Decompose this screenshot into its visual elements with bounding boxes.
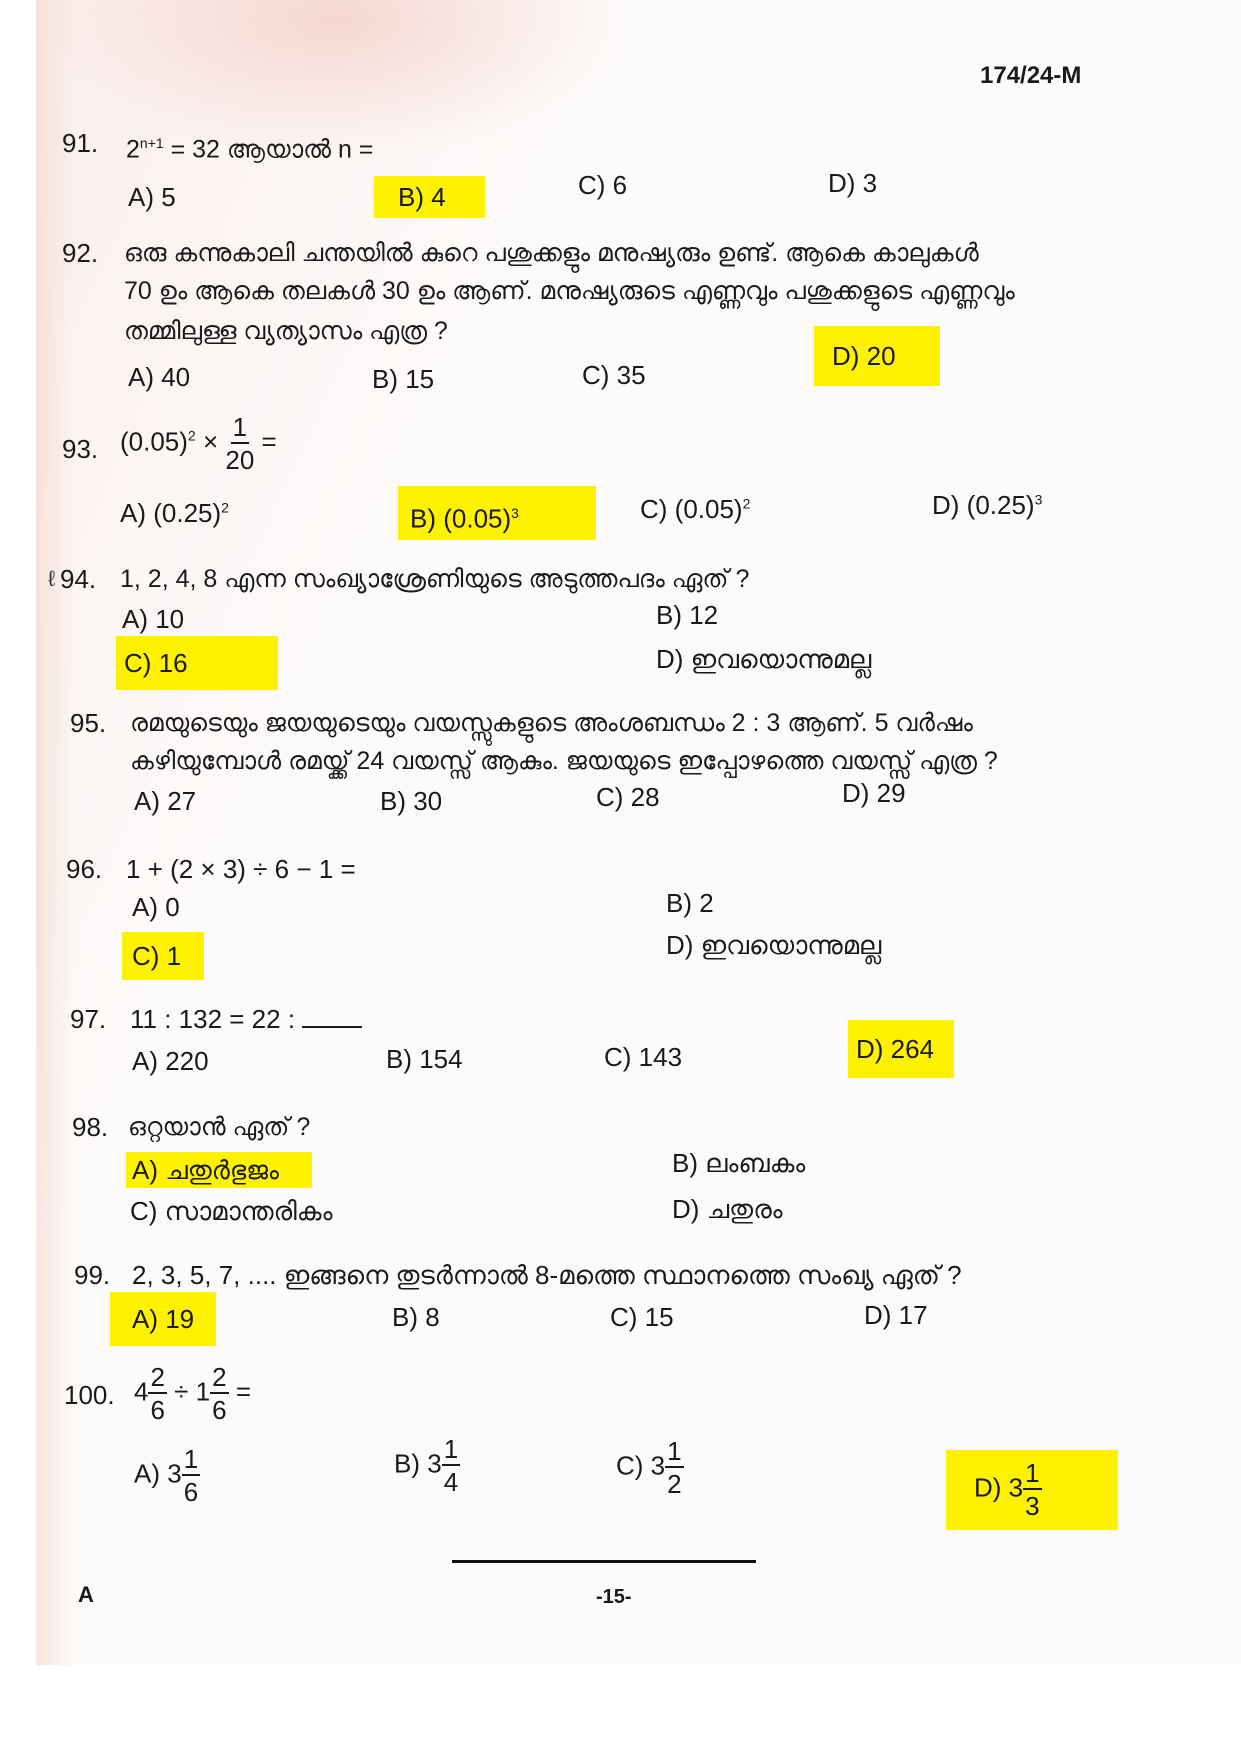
handwritten-mark: ℓ xyxy=(48,566,56,591)
option-d[interactable]: D) 29 xyxy=(842,778,906,808)
option-b-highlighted[interactable]: B) 4 xyxy=(374,176,485,218)
option-c-highlighted[interactable]: C) 1 xyxy=(122,932,204,980)
question-text: 4 $\frac{2}{6}$ ÷ 1 $\frac{2}{6}$ = xyxy=(134,1362,252,1425)
question-text-line-2: 70 ഉം ആകെ തലകൾ 30 ഉം ആണ്. മനുഷ്യരുടെ എണ്ണവും പശുക്കളുടെ എണ്ണവും xyxy=(124,277,1015,305)
option-a[interactable]: A) 27 xyxy=(134,786,197,816)
option-d[interactable]: D) $(0.25)^3$ xyxy=(932,490,1043,520)
option-a[interactable]: A) 40 xyxy=(128,362,191,392)
question-text: 1, 2, 4, 8 എന്ന സംഖ്യാശ്രേണിയുടെ അടുത്തപദം ഏത് ? xyxy=(120,565,750,593)
option-d-highlighted[interactable]: D) 3 $\frac{1}{3}$ xyxy=(946,1450,1118,1530)
question-text: 11 : 132 = 22 : xyxy=(130,1000,362,1038)
question-number: 91. xyxy=(62,128,99,158)
fraction: $\frac{1}{3}$ xyxy=(1025,1458,1040,1521)
option-d[interactable]: D) ഇവയൊന്നുമല്ല xyxy=(656,644,872,674)
question-number: 98. xyxy=(72,1112,109,1142)
option-c-highlighted[interactable]: C) 16 xyxy=(116,636,278,690)
question-text-line-1: രമയുടെയും ജയയുടെയും വയസ്സുകളുടെ അംശബന്ധം 2 : 3 ആണ്. 5 വർഷം xyxy=(130,709,973,737)
end-rule xyxy=(452,1560,756,1563)
option-c[interactable]: C) $(0.05)^2$ xyxy=(640,494,751,524)
option-b[interactable]: B) 8 xyxy=(392,1302,440,1332)
option-c[interactable]: C) സാമാന്തരികം xyxy=(130,1196,333,1226)
fraction: $\frac{1}{6}$ xyxy=(183,1444,199,1507)
question-text: $2^{n+1} = 32$ ആയാൽ n = xyxy=(126,135,374,164)
option-c[interactable]: C) 35 xyxy=(582,360,646,390)
option-a-highlighted[interactable]: A) 19 xyxy=(110,1292,216,1346)
option-b[interactable]: B) 12 xyxy=(656,600,719,630)
option-c[interactable]: C) 15 xyxy=(610,1302,674,1332)
option-c[interactable]: C) 28 xyxy=(596,782,660,812)
option-d[interactable]: D) 17 xyxy=(864,1300,928,1330)
option-d[interactable]: D) ചതുരം xyxy=(672,1194,783,1224)
option-a[interactable]: A) 5 xyxy=(128,182,176,212)
option-d[interactable]: D) 3 xyxy=(828,168,878,198)
question-number: 92. xyxy=(62,238,99,268)
option-b[interactable]: B) 3 $\frac{1}{4}$ xyxy=(394,1434,459,1497)
question-text: 1 + (2 × 3) ÷ 6 − 1 = xyxy=(126,854,356,884)
option-a[interactable]: A) 3 $\frac{1}{6}$ xyxy=(134,1444,199,1507)
fraction: $\frac{2}{6}$ xyxy=(212,1362,227,1425)
question-number: 94. xyxy=(60,564,97,594)
option-b[interactable]: B) ലംബകം xyxy=(672,1148,806,1178)
option-c[interactable]: C) 6 xyxy=(578,170,628,200)
question-number: 96. xyxy=(66,854,103,884)
option-b-highlighted[interactable]: B) $(0.05)^3$ xyxy=(398,486,596,540)
question-text-line-1: ഒരു കന്നുകാലി ചന്തയിൽ കുറെ പശുക്കളും മനുഷ്യരും ഉണ്ട്. ആകെ കാലുകൾ xyxy=(124,239,979,267)
option-a[interactable]: A) 220 xyxy=(132,1046,209,1076)
question-number: 93. xyxy=(62,434,99,464)
question-text: $(0.05)^2$ × $\frac{1}{20}$ = xyxy=(120,412,277,475)
option-a[interactable]: A) 10 xyxy=(122,604,185,634)
question-number: 99. xyxy=(74,1260,111,1290)
question-text-line-2: കഴിയുമ്പോൾ രമയ്ക്ക് 24 വയസ്സ് ആകും. ജയയുടെ ഇപ്പോഴത്തെ വയസ്സ് എത്ര ? xyxy=(130,747,998,775)
page-number: -15- xyxy=(596,1586,632,1608)
option-b[interactable]: B) 30 xyxy=(380,786,443,816)
option-d-highlighted[interactable]: D) 20 xyxy=(814,326,940,386)
option-d[interactable]: D) ഇവയൊന്നുമല്ല xyxy=(666,930,882,960)
question-text: ഒറ്റയാൻ ഏത് ? xyxy=(128,1113,311,1141)
question-number: 97. xyxy=(70,1004,107,1034)
question-number: 100. xyxy=(64,1380,115,1410)
option-b[interactable]: B) 2 xyxy=(666,888,714,918)
option-a-highlighted[interactable]: A) ചതുർഭുജം xyxy=(126,1152,312,1188)
fraction: $\frac{1}{20}$ xyxy=(225,412,255,475)
option-a[interactable]: A) 0 xyxy=(132,892,180,922)
fraction: $\frac{1}{2}$ xyxy=(667,1436,682,1499)
option-c[interactable]: C) 3 $\frac{1}{2}$ xyxy=(616,1436,682,1499)
option-b[interactable]: B) 15 xyxy=(372,364,435,394)
paper-code: 174/24-M xyxy=(980,62,1082,89)
option-b[interactable]: B) 154 xyxy=(386,1044,463,1074)
option-a[interactable]: A) $(0.25)^2$ xyxy=(120,498,229,528)
fraction: $\frac{2}{6}$ xyxy=(150,1362,165,1425)
answer-blank xyxy=(302,1006,362,1028)
option-d-highlighted[interactable]: D) 264 xyxy=(848,1020,954,1078)
option-c[interactable]: C) 143 xyxy=(604,1042,683,1072)
fraction: $\frac{1}{4}$ xyxy=(443,1434,459,1497)
question-text: 2, 3, 5, 7, .... ഇങ്ങനെ തുടർന്നാൽ 8-മത്തെ സ്ഥാനത്തെ സംഖ്യ ഏത് ? xyxy=(132,1260,962,1290)
question-text-line-3: തമ്മിലുള്ള വ്യത്യാസം എത്ര ? xyxy=(124,317,448,345)
question-number: 95. xyxy=(70,708,107,738)
scanned-exam-page xyxy=(36,0,1241,1665)
set-letter: A xyxy=(78,1582,94,1607)
